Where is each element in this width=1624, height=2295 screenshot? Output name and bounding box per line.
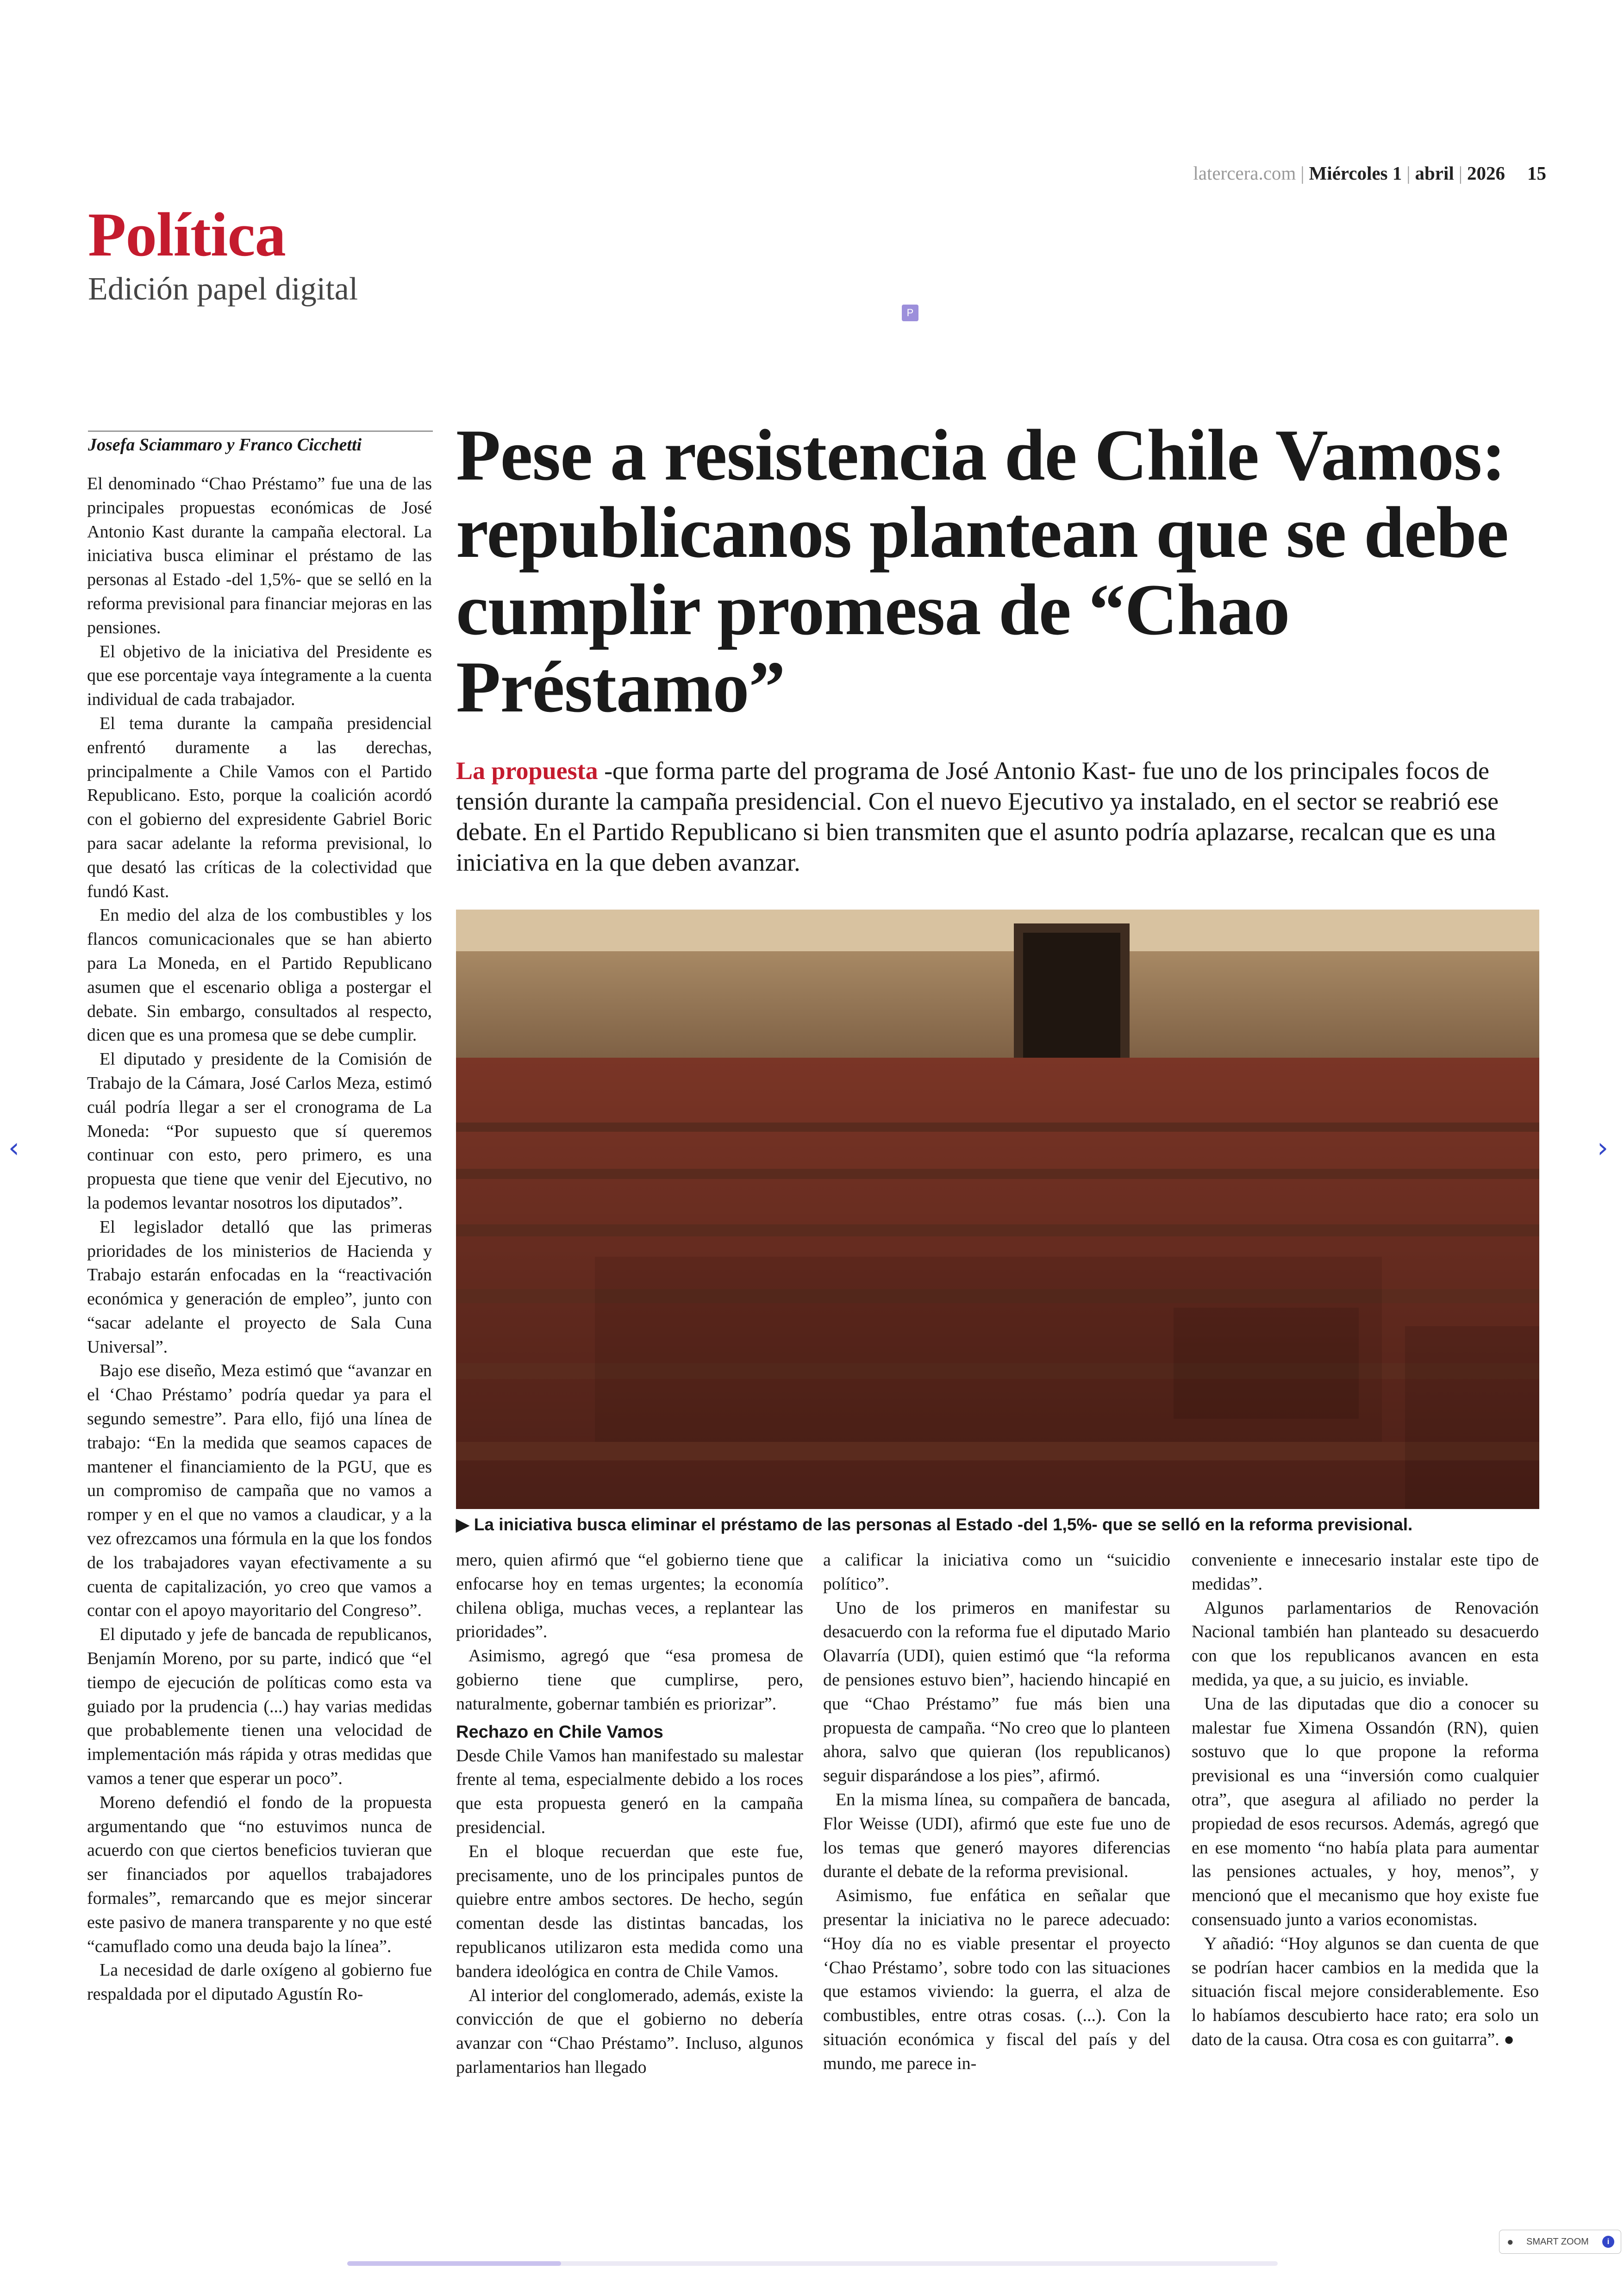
- date-year: 2026: [1467, 162, 1505, 184]
- chamber-photo-illustration: [456, 910, 1539, 1509]
- date-month: abril: [1415, 162, 1454, 184]
- paragraph: En la misma línea, su compañera de bancada, Flor Weisse (UDI), afirmó que este fue uno de los temas que generó mayores diferencias durante el debate de la reforma previsional.: [823, 1790, 1170, 1882]
- paragraph: Al interior del conglomerado, además, existe la convicción de que el gobierno no debería avanzar con “Chao Préstamo”. Incluso, algunos parlamentarios han llegado: [456, 1985, 803, 2077]
- deck: [456, 755, 1549, 878]
- reading-progress-thumb[interactable]: [347, 2261, 561, 2266]
- paragraph: En el bloque recuerdan que este fue, precisamente, uno de los principales puntos de quiebre entre ambos sectores. De hecho, según comentan desde las distintas bancadas, los republicanos utilizaron esta medida como una bandera ideológica en contra de Chile Vamos.: [456, 1841, 803, 1981]
- paragraph: En medio del alza de los combustibles y los flancos comunicacionales que se han abierto para La Moneda, en el Partido Republicano asumen que el escenario obliga a postergar el debate. Sin embargo, consultados al respecto, dicen que es una promesa que se debe cumplir.: [87, 905, 432, 1045]
- paragraph: Moreno defendió el fondo de la propuesta argumentando que “no estuvimos nunca de acuerdo con que ciertos beneficios tuvieran que ser financiados por aquellos trabajadores formales”, remarcando que es mejor sincerar este pasivo de manera transparente y no que esté “camuflado como una deuda bajo la línea”.: [87, 1792, 432, 1956]
- page-number: 15: [1527, 162, 1546, 184]
- deck-kicker: La propuesta: [456, 757, 598, 785]
- article-column-3: [823, 1548, 1170, 2076]
- reading-progress-bar[interactable]: [347, 2261, 1278, 2266]
- date-weekday: Miércoles 1: [1309, 162, 1402, 184]
- deck-text: -que forma parte del programa de José Antonio Kast- fue uno de los principales focos de tensión durante la campaña presidencial. Con el nuevo Ejecutivo ya instalado, en el sector se reabrió ese debate. En el Partido Republicano si bien transmiten que el asunto podría aplazarse, recalcan que es una iniciativa en la que deben avanzar.: [456, 757, 1499, 876]
- info-icon[interactable]: i: [1602, 2236, 1614, 2248]
- masthead: latercera.com | Miércoles 1 | abril | 2026 15: [1193, 162, 1546, 184]
- edition-subtitle: Edición papel digital: [88, 271, 358, 307]
- paragraph: El denominado “Chao Préstamo” fue una de las principales propuestas económicas de José Antonio Kast durante la campaña electoral. La iniciativa busca eliminar el préstamo de las personas al Estado -del 1,5%- que se selló en la reforma previsional para financiar mejoras en las pensiones.: [87, 474, 432, 637]
- paragraph: El objetivo de la iniciativa del Presidente es que ese porcentaje vaya íntegramente a la cuenta individual de cada trabajador.: [87, 642, 432, 710]
- paragraph: mero, quien afirmó que “el gobierno tiene que enfocarse hoy en temas urgentes; la economía chilena obliga, muchas veces, a replantear las prioridades”.: [456, 1550, 803, 1642]
- paragraph: Asimismo, agregó que “esa promesa de gobierno tiene que cumplirse, pero, naturalmente, gobernar también es priorizar”.: [456, 1646, 803, 1714]
- paragraph: Desde Chile Vamos han manifestado su malestar frente al tema, especialmente debido a los roces que esta propuesta generó en la campaña presidencial.: [456, 1746, 803, 1837]
- paragraph: El tema durante la campaña presidencial enfrentó duramente a las derechas, principalmente a Chile Vamos con el Partido Republicano. Esto, porque la coalición acordó con el gobierno del expresidente Gabriel Boric para sacar adelante la reforma previsional, lo que desató las críticas de la colectividad que fundó Kast.: [87, 713, 432, 901]
- subheading: Rechazo en Chile Vamos: [456, 1722, 663, 1742]
- paragraph: Algunos parlamentarios de Renovación Nacional también han planteado su desacuerdo con que los republicanos avancen en esta medida, ya que, a su juicio, es inviable.: [1192, 1598, 1539, 1690]
- paragraph: Bajo ese diseño, Meza estimó que “avanzar en el ‘Chao Préstamo’ podría quedar ya para el segundo semestre”. Para ello, fijó una línea de trabajo: “En la medida que seamos capaces de mantener el financiamiento de la PGU, que es un compromiso de campaña que no vamos a romper y en el que no vamos a claudicar, y a la vez ofrezcamos una fórmula en la que los fondos de los trabajadores vayan efectivamente a su cuenta de capitalización, yo creo que vamos a contar con el apoyo mayoritario del Congreso”.: [87, 1361, 432, 1621]
- paragraph: La necesidad de darle oxígeno al gobierno fue respaldada por el diputado Agustín Ro-: [87, 1960, 432, 2004]
- paragraph: El legislador detalló que las primeras prioridades de los ministerios de Hacienda y Trabajo estarán enfocadas en la “reactivación económica y generación de empleo”, junto con “sacar adelante el proyecto de Sala Cuna Universal”.: [87, 1217, 432, 1357]
- smart-zoom-label: SMART ZOOM: [1526, 2237, 1589, 2247]
- paragraph: Asimismo, fue enfática en señalar que presentar la iniciativa no le parece adecuado: “Hoy día no es viable presentar el proyecto ‘Chao Préstamo’, sobre todo con las situaciones que estamos viviendo: la guerra, el alza de combustibles, entre otras cosas. (...). Con la situación económica y fiscal del país y del mundo, me parece in-: [823, 1886, 1170, 2073]
- paragraph: a calificar la iniciativa como un “suicidio político”.: [823, 1550, 1170, 1594]
- paragraph: El diputado y presidente de la Comisión de Trabajo de la Cámara, José Carlos Meza, estimó cuál podría llegar a ser el cronograma de La Moneda: “Por supuesto que sí queremos continuar con esto, pero primero, es una propuesta que tiene que venir del Ejecutivo, no la podemos levantar nosotros los diputados”.: [87, 1049, 432, 1213]
- article-column-2: [456, 1548, 803, 2080]
- section-title: Política: [88, 200, 286, 269]
- article-column-4: [1192, 1548, 1539, 2052]
- paragraph: conveniente e innecesario instalar este tipo de medidas”.: [1192, 1550, 1539, 1594]
- smart-zoom-button[interactable]: [1499, 2230, 1621, 2254]
- eye-icon: ●: [1507, 2236, 1514, 2248]
- article-column-1: [87, 472, 432, 2007]
- photo-caption: ▶ La iniciativa busca eliminar el préstamo de las personas al Estado -del 1,5%- que se selló en la reforma previsional.: [456, 1515, 1413, 1534]
- paragraph: Uno de los primeros en manifestar su desacuerdo con la reforma fue el diputado Mario Olavarría (UDI), quien estimó que “la reforma de pensiones estuvo bien”, haciendo hincapié en que “Chao Préstamo” fue más bien una propuesta de campaña. “No creo que lo planteen ahora, salvo que quieran (los republicanos) seguir disparándose a los pies”, afirmó.: [823, 1598, 1170, 1786]
- paragraph: Y añadió: “Hoy algunos se dan cuenta de que se podrían hacer cambios en la medida que la situación fiscal mejore considerablemente. Eso lo habíamos descubierto hace rato; era solo un dato de la causa. Otra cosa es con guitarra”. ●: [1192, 1933, 1539, 2049]
- paragraph: Una de las diputadas que dio a conocer su malestar fue Ximena Ossandón (RN), quien sostuvo que lo que propone la reforma previsional es una “inversión como cualquier otra”, que asegura al afiliado no perder la propiedad de esos recursos. Además, agregó que en ese momento “no había plata para aumentar las pensiones actuales, y hoy, menos”, y mencionó que el mecanismo que hoy existe fue consensuado junto a varios economistas.: [1192, 1694, 1539, 1929]
- byline: Josefa Sciammaro y Franco Cicchetti: [88, 430, 433, 455]
- article-photo[interactable]: [456, 910, 1539, 1509]
- paragraph: El diputado y jefe de bancada de republicanos, Benjamín Moreno, por su parte, indicó que “el tiempo de ejecución de políticas como esta va guiado por la prudencia (...) hay varias medidas que probablemente tienen una velocidad de implementación más rápida y otras medidas que vamos a tener que esperar un poco”.: [87, 1625, 432, 1789]
- page-marker-icon[interactable]: P: [902, 305, 918, 321]
- previous-page-icon[interactable]: ‹: [8, 1132, 19, 1164]
- headline: Pese a resistencia de Chile Vamos: republicanos plantean que se debe cumplir promesa de “Chao Préstamo”: [456, 415, 1509, 728]
- site-name: latercera.com: [1193, 162, 1296, 184]
- next-page-icon[interactable]: ›: [1597, 1132, 1608, 1164]
